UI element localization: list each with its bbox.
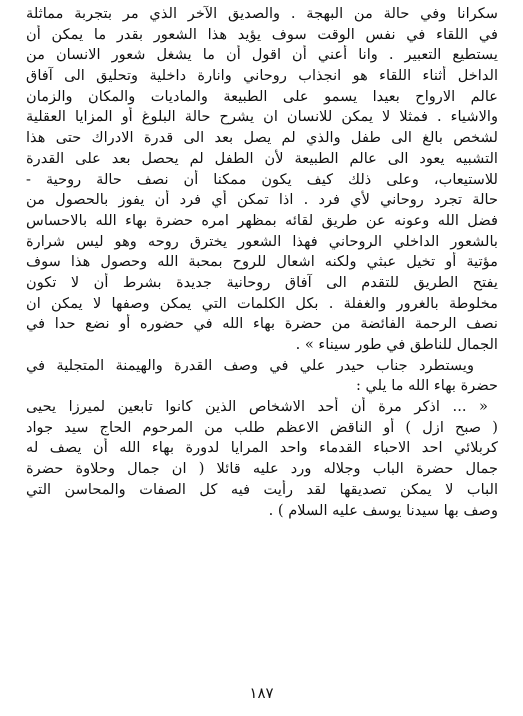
text-line: مؤتية أو تخيل عبثي ولكنه اشعال للروح بمحبة الله وحصول هذا سوف <box>26 253 498 271</box>
quote-line: الباب لا يمكن تصديقها لقد رأيت فيه كل الصفات والمحاسن التي <box>26 480 498 498</box>
text-line: يستطيع التعبير . وانا أعني أن اقول أن ما يشغل شعور الانسان من <box>26 46 498 64</box>
quote-line: كربلائي احد الاحباء القدماء واحد المرايا لدورة بهاء الله أن يصف له <box>26 439 498 457</box>
paragraph-main <box>26 4 498 521</box>
quote-line: ( صبح ازل ) أو الناقض الاعظم طلب من المرحوم الحاج سيد جواد <box>26 418 498 436</box>
text-line: التشبيه يعود الى عالم الطبيعة لأن الطفل لم يحصل بعد على القدرة <box>26 149 498 167</box>
text-line: حالة تجرد روحاني لأي فرد . اذا تمكن أي فرد أن يفوز بالحصول من <box>26 191 498 209</box>
text-line: الداخل أثناء اللقاء هو انجذاب روحاني وانارة داخلية وتحليق الى آفاق <box>26 67 498 85</box>
text-line: مخلوطة بالغرور والغفلة . بكل الكلمات التي يمكن وصفها لا يمكن ان <box>26 294 498 312</box>
text-line: نصف الرحمة الفائضة من حضرة بهاء الله في حضوره أو نضع حدا في <box>26 315 498 333</box>
text-line: يفتح الطريق للتقدم الى آفاق روحانية جديدة بشرط أن لا تكون <box>26 273 498 291</box>
text-line-indented: ويستطرد جناب حيدر علي في وصف القدرة والهيمنة المتجلية في <box>26 356 474 374</box>
quote-line: وصف بها سيدنا يوسف عليه السلام ) . <box>268 501 498 519</box>
quote-line: جمال حضرة الباب وجلاله ورد عليه قائلا ( ان جمال وحلاوة حضرة <box>26 460 498 478</box>
text-line: الجمال للناطق في طور سيناء » . <box>295 336 498 353</box>
text-line: حضرة بهاء الله ما يلي : <box>355 377 498 395</box>
page-number: ١٨٧ <box>249 684 274 702</box>
text-line: فضل الله وعونه عن طريق لقائه بمظهر امره حضرة بهاء الله بالاحساس <box>26 211 498 229</box>
text-line: عالم الارواح بعيدا يسمو على الطبيعة والماديات والمكان والزمان <box>26 87 498 105</box>
text-line: في اللقاء في نفس الوقت سوف يؤيد هذا الشعور بقدر ما يمكن أن <box>26 25 498 43</box>
text-line: للاستيعاب، وعلى ذلك كيف يكون ممكنا أن نصف حالة روحية - <box>26 170 498 188</box>
text-line: سكرانا وفي حالة من البهجة . والصديق الآخر الذي مر بتجربة مماثلة <box>26 5 498 22</box>
text-line: لشخص بالغ الى طفل والذي لم يصل بعد الى قدرة الادراك حتى هذا <box>26 129 498 147</box>
text-line: بالشعور الداخلي الروحاني فهذا الشعور يخترق روحه وهو ليس شرارة <box>26 232 498 250</box>
text-line: والاشياء . فمثلا لا يمكن للانسان ان يشرح حالة البلوغ أو المزايا العقلية <box>26 108 498 126</box>
quote-line-indented: « ... اذكر مرة أن أحد الاشخاص الذين كانوا تابعين لميرزا يحيى <box>26 398 488 416</box>
